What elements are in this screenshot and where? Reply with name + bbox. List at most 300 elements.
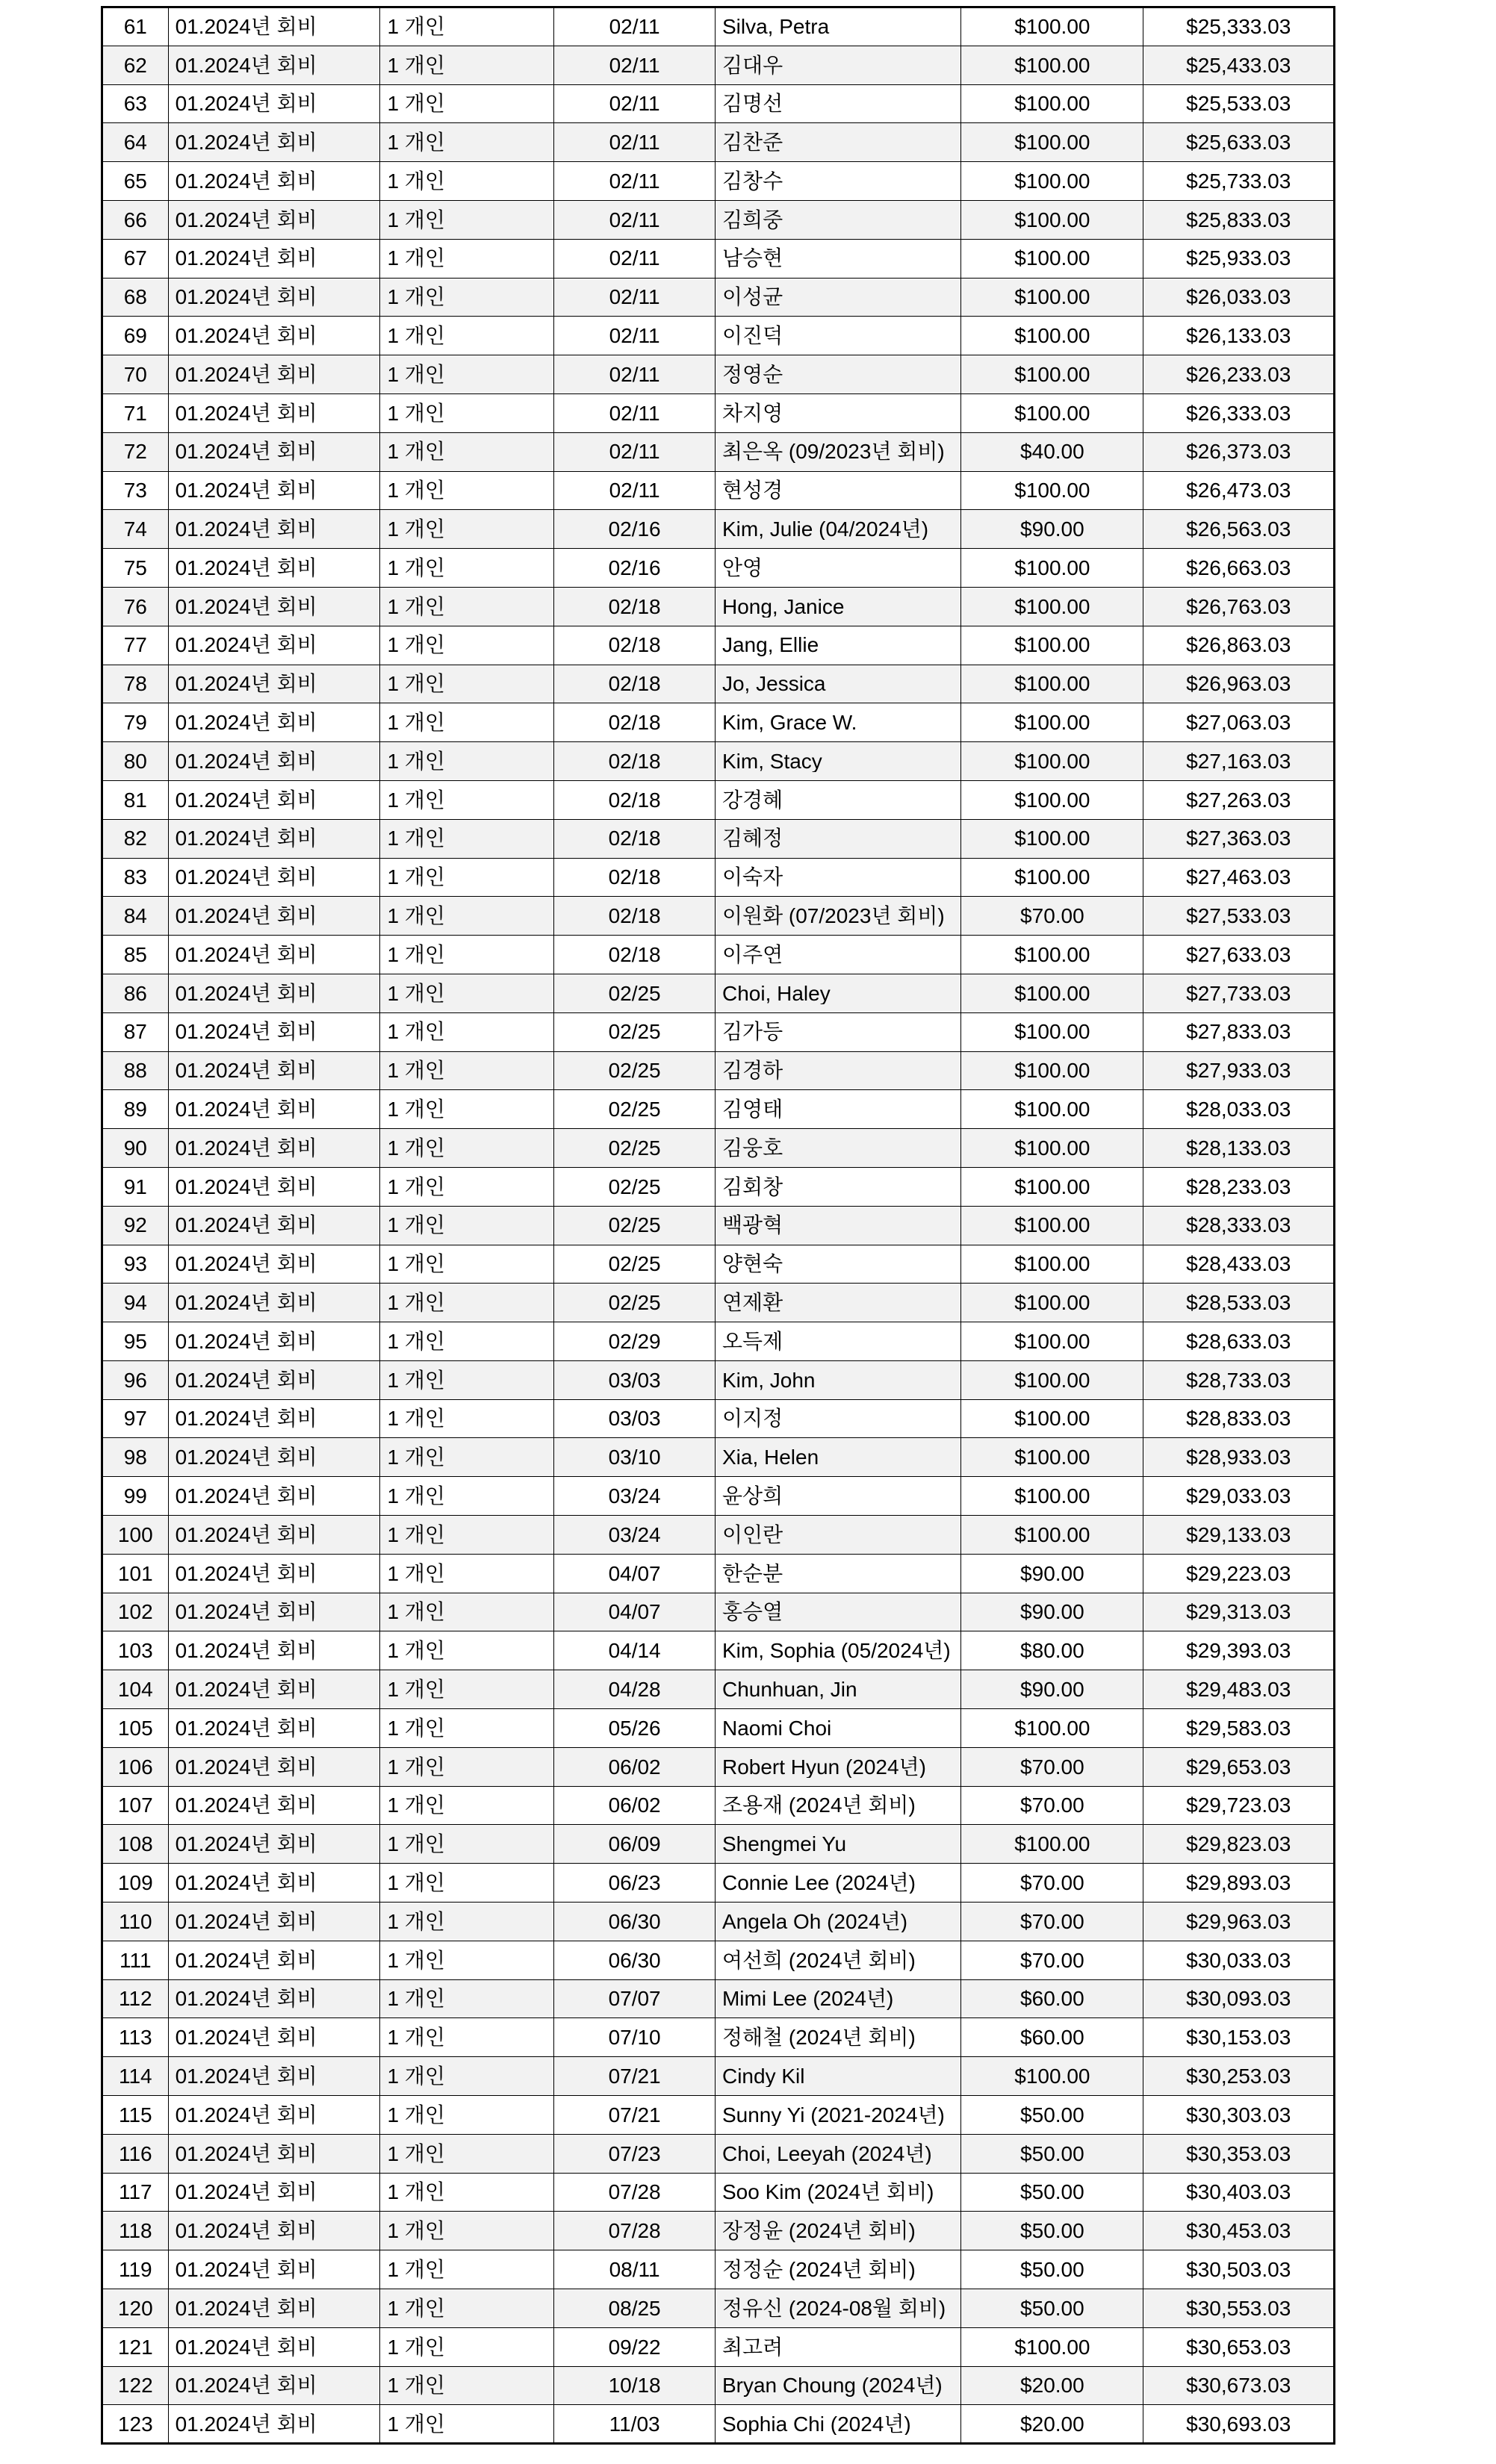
cell-type[interactable]: 1 개인 — [380, 1129, 554, 1168]
cell-cat[interactable]: 01.2024년 회비 — [168, 936, 380, 974]
cell-amount[interactable]: $60.00 — [961, 1979, 1143, 2018]
cell-cat[interactable]: 01.2024년 회비 — [168, 2173, 380, 2212]
cell-date[interactable]: 02/11 — [554, 393, 716, 432]
cell-cat[interactable]: 01.2024년 회비 — [168, 1245, 380, 1284]
cell-amount[interactable]: $90.00 — [961, 1593, 1143, 1631]
cell-amount[interactable]: $50.00 — [961, 2173, 1143, 2212]
cell-balance[interactable]: $30,503.03 — [1143, 2250, 1335, 2289]
cell-balance[interactable]: $26,663.03 — [1143, 549, 1335, 588]
cell-amount[interactable]: $50.00 — [961, 2289, 1143, 2328]
cell-name[interactable] — [715, 1399, 960, 1438]
cell-date[interactable]: 04/14 — [554, 1631, 716, 1670]
cell-date[interactable]: 07/21 — [554, 2057, 716, 2096]
cell-type[interactable]: 1 개인 — [380, 2366, 554, 2405]
cell-num[interactable]: 73 — [102, 471, 169, 510]
cell-amount[interactable]: $100.00 — [961, 84, 1143, 123]
cell-num[interactable]: 122 — [102, 2366, 169, 2405]
cell-balance[interactable]: $29,483.03 — [1143, 1670, 1335, 1709]
cell-date[interactable]: 08/25 — [554, 2289, 716, 2328]
cell-balance[interactable]: $29,823.03 — [1143, 1825, 1335, 1864]
cell-amount[interactable]: $40.00 — [961, 432, 1143, 471]
cell-amount[interactable]: $100.00 — [961, 1360, 1143, 1399]
cell-amount[interactable]: $100.00 — [961, 162, 1143, 201]
cell-amount[interactable]: $100.00 — [961, 123, 1143, 162]
cell-type[interactable]: 1 개인 — [380, 1864, 554, 1903]
cell-num[interactable]: 93 — [102, 1245, 169, 1284]
cell-num[interactable]: 67 — [102, 239, 169, 278]
table-row[interactable] — [102, 239, 1335, 278]
cell-num[interactable]: 72 — [102, 432, 169, 471]
cell-amount[interactable]: $100.00 — [961, 858, 1143, 897]
cell-name[interactable] — [715, 703, 960, 742]
cell-balance[interactable]: $28,433.03 — [1143, 1245, 1335, 1284]
cell-num[interactable]: 91 — [102, 1167, 169, 1206]
cell-amount[interactable]: $100.00 — [961, 1284, 1143, 1322]
cell-cat[interactable]: 01.2024년 회비 — [168, 1051, 380, 1090]
cell-date[interactable]: 06/02 — [554, 1747, 716, 1786]
cell-name[interactable] — [715, 1516, 960, 1555]
cell-type[interactable]: 1 개인 — [380, 549, 554, 588]
cell-type[interactable]: 1 개인 — [380, 1284, 554, 1322]
table-row[interactable] — [102, 84, 1335, 123]
cell-num[interactable]: 77 — [102, 626, 169, 665]
table-row[interactable] — [102, 1399, 1335, 1438]
cell-type[interactable]: 1 개인 — [380, 1747, 554, 1786]
cell-date[interactable]: 07/07 — [554, 1979, 716, 2018]
cell-amount[interactable]: $100.00 — [961, 239, 1143, 278]
cell-cat[interactable]: 01.2024년 회비 — [168, 703, 380, 742]
cell-cat[interactable]: 01.2024년 회비 — [168, 742, 380, 781]
cell-name[interactable] — [715, 936, 960, 974]
cell-cat[interactable]: 01.2024년 회비 — [168, 2250, 380, 2289]
cell-amount[interactable]: $50.00 — [961, 2212, 1143, 2250]
cell-type[interactable]: 1 개인 — [380, 2289, 554, 2328]
table-row[interactable] — [102, 2327, 1335, 2366]
cell-cat[interactable]: 01.2024년 회비 — [168, 587, 380, 626]
cell-type[interactable]: 1 개인 — [380, 1631, 554, 1670]
cell-balance[interactable]: $29,133.03 — [1143, 1516, 1335, 1555]
cell-num[interactable]: 62 — [102, 46, 169, 84]
cell-date[interactable]: 06/23 — [554, 1864, 716, 1903]
cell-num[interactable]: 68 — [102, 278, 169, 317]
cell-num[interactable]: 106 — [102, 1747, 169, 1786]
cell-balance[interactable]: $26,963.03 — [1143, 665, 1335, 703]
cell-type[interactable]: 1 개인 — [380, 162, 554, 201]
cell-amount[interactable]: $100.00 — [961, 549, 1143, 588]
cell-date[interactable]: 02/25 — [554, 974, 716, 1012]
cell-num[interactable]: 69 — [102, 317, 169, 355]
cell-cat[interactable]: 01.2024년 회비 — [168, 1516, 380, 1555]
cell-num[interactable]: 90 — [102, 1129, 169, 1168]
cell-amount[interactable]: $100.00 — [961, 278, 1143, 317]
cell-amount[interactable]: $100.00 — [961, 1399, 1143, 1438]
cell-num[interactable]: 100 — [102, 1516, 169, 1555]
cell-amount[interactable]: $100.00 — [961, 1090, 1143, 1129]
cell-cat[interactable]: 01.2024년 회비 — [168, 626, 380, 665]
cell-name[interactable] — [715, 1941, 960, 1979]
cell-cat[interactable]: 01.2024년 회비 — [168, 2405, 380, 2444]
cell-type[interactable]: 1 개인 — [380, 1090, 554, 1129]
cell-date[interactable]: 04/07 — [554, 1593, 716, 1631]
cell-balance[interactable]: $29,653.03 — [1143, 1747, 1335, 1786]
cell-num[interactable]: 108 — [102, 1825, 169, 1864]
cell-num[interactable]: 88 — [102, 1051, 169, 1090]
table-row[interactable] — [102, 780, 1335, 819]
table-row[interactable] — [102, 2173, 1335, 2212]
cell-type[interactable]: 1 개인 — [380, 2327, 554, 2366]
cell-type[interactable]: 1 개인 — [380, 1825, 554, 1864]
cell-cat[interactable]: 01.2024년 회비 — [168, 858, 380, 897]
cell-amount[interactable]: $100.00 — [961, 1051, 1143, 1090]
cell-balance[interactable]: $26,763.03 — [1143, 587, 1335, 626]
table-row[interactable] — [102, 1554, 1335, 1593]
cell-amount[interactable]: $70.00 — [961, 897, 1143, 936]
cell-amount[interactable]: $100.00 — [961, 587, 1143, 626]
cell-date[interactable]: 02/11 — [554, 200, 716, 239]
table-row[interactable] — [102, 1129, 1335, 1168]
table-row[interactable] — [102, 1206, 1335, 1245]
cell-balance[interactable]: $29,893.03 — [1143, 1864, 1335, 1903]
cell-date[interactable]: 02/11 — [554, 123, 716, 162]
cell-type[interactable]: 1 개인 — [380, 7, 554, 46]
cell-cat[interactable]: 01.2024년 회비 — [168, 1631, 380, 1670]
cell-amount[interactable]: $70.00 — [961, 1747, 1143, 1786]
cell-num[interactable]: 105 — [102, 1709, 169, 1748]
cell-name[interactable] — [715, 1979, 960, 2018]
cell-type[interactable]: 1 개인 — [380, 1012, 554, 1051]
cell-date[interactable]: 06/30 — [554, 1941, 716, 1979]
cell-name[interactable] — [715, 510, 960, 549]
cell-cat[interactable]: 01.2024년 회비 — [168, 549, 380, 588]
cell-name[interactable] — [715, 1438, 960, 1477]
cell-amount[interactable]: $100.00 — [961, 1206, 1143, 1245]
cell-date[interactable]: 11/03 — [554, 2405, 716, 2444]
cell-balance[interactable]: $30,693.03 — [1143, 2405, 1335, 2444]
cell-num[interactable]: 89 — [102, 1090, 169, 1129]
cell-num[interactable]: 79 — [102, 703, 169, 742]
cell-name[interactable] — [715, 46, 960, 84]
cell-date[interactable]: 07/28 — [554, 2212, 716, 2250]
cell-type[interactable]: 1 개인 — [380, 1245, 554, 1284]
cell-balance[interactable]: $30,553.03 — [1143, 2289, 1335, 2328]
cell-num[interactable]: 87 — [102, 1012, 169, 1051]
cell-num[interactable]: 84 — [102, 897, 169, 936]
cell-name[interactable] — [715, 1245, 960, 1284]
cell-balance[interactable]: $28,233.03 — [1143, 1167, 1335, 1206]
cell-type[interactable]: 1 개인 — [380, 278, 554, 317]
cell-num[interactable]: 63 — [102, 84, 169, 123]
table-row[interactable] — [102, 1090, 1335, 1129]
cell-name[interactable] — [715, 1322, 960, 1361]
table-row[interactable] — [102, 1167, 1335, 1206]
cell-amount[interactable]: $100.00 — [961, 200, 1143, 239]
cell-type[interactable]: 1 개인 — [380, 1051, 554, 1090]
cell-date[interactable]: 06/02 — [554, 1786, 716, 1825]
cell-balance[interactable]: $30,153.03 — [1143, 2018, 1335, 2057]
table-row[interactable] — [102, 974, 1335, 1012]
table-row[interactable] — [102, 2405, 1335, 2444]
cell-num[interactable]: 95 — [102, 1322, 169, 1361]
cell-name[interactable] — [715, 84, 960, 123]
cell-amount[interactable]: $100.00 — [961, 2057, 1143, 2096]
cell-date[interactable]: 02/18 — [554, 587, 716, 626]
table-row[interactable] — [102, 549, 1335, 588]
cell-cat[interactable]: 01.2024년 회비 — [168, 2212, 380, 2250]
cell-type[interactable]: 1 개인 — [380, 123, 554, 162]
cell-cat[interactable]: 01.2024년 회비 — [168, 1903, 380, 1941]
cell-cat[interactable]: 01.2024년 회비 — [168, 1825, 380, 1864]
cell-date[interactable]: 03/10 — [554, 1438, 716, 1477]
table-row[interactable] — [102, 665, 1335, 703]
cell-date[interactable]: 02/18 — [554, 780, 716, 819]
cell-date[interactable]: 02/25 — [554, 1129, 716, 1168]
cell-type[interactable]: 1 개인 — [380, 1399, 554, 1438]
cell-balance[interactable]: $27,363.03 — [1143, 819, 1335, 858]
cell-cat[interactable]: 01.2024년 회비 — [168, 432, 380, 471]
cell-type[interactable]: 1 개인 — [380, 2057, 554, 2096]
cell-type[interactable]: 1 개인 — [380, 897, 554, 936]
cell-date[interactable]: 06/09 — [554, 1825, 716, 1864]
cell-name[interactable] — [715, 1593, 960, 1631]
cell-date[interactable]: 02/25 — [554, 1012, 716, 1051]
table-row[interactable] — [102, 278, 1335, 317]
cell-cat[interactable]: 01.2024년 회비 — [168, 2018, 380, 2057]
cell-amount[interactable]: $50.00 — [961, 2134, 1143, 2173]
table-row[interactable] — [102, 1979, 1335, 2018]
table-row[interactable] — [102, 1477, 1335, 1516]
table-row[interactable] — [102, 1825, 1335, 1864]
cell-balance[interactable]: $28,033.03 — [1143, 1090, 1335, 1129]
cell-amount[interactable]: $70.00 — [961, 1864, 1143, 1903]
cell-balance[interactable]: $27,933.03 — [1143, 1051, 1335, 1090]
cell-cat[interactable]: 01.2024년 회비 — [168, 355, 380, 394]
cell-type[interactable]: 1 개인 — [380, 2405, 554, 2444]
cell-cat[interactable]: 01.2024년 회비 — [168, 84, 380, 123]
cell-balance[interactable]: $26,333.03 — [1143, 393, 1335, 432]
cell-name[interactable] — [715, 123, 960, 162]
cell-amount[interactable]: $100.00 — [961, 317, 1143, 355]
cell-name[interactable] — [715, 2405, 960, 2444]
cell-num[interactable]: 96 — [102, 1360, 169, 1399]
table-row[interactable] — [102, 1012, 1335, 1051]
table-row[interactable] — [102, 1786, 1335, 1825]
cell-type[interactable]: 1 개인 — [380, 1477, 554, 1516]
cell-amount[interactable]: $70.00 — [961, 1941, 1143, 1979]
cell-balance[interactable]: $29,963.03 — [1143, 1903, 1335, 1941]
cell-balance[interactable]: $27,533.03 — [1143, 897, 1335, 936]
cell-name[interactable] — [715, 1360, 960, 1399]
table-row[interactable] — [102, 200, 1335, 239]
cell-date[interactable]: 02/18 — [554, 819, 716, 858]
cell-amount[interactable]: $100.00 — [961, 1709, 1143, 1748]
cell-type[interactable]: 1 개인 — [380, 1941, 554, 1979]
cell-name[interactable] — [715, 742, 960, 781]
cell-type[interactable]: 1 개인 — [380, 2134, 554, 2173]
cell-balance[interactable]: $26,473.03 — [1143, 471, 1335, 510]
cell-cat[interactable]: 01.2024년 회비 — [168, 162, 380, 201]
cell-type[interactable]: 1 개인 — [380, 1322, 554, 1361]
cell-name[interactable] — [715, 2250, 960, 2289]
cell-amount[interactable]: $100.00 — [961, 936, 1143, 974]
cell-type[interactable]: 1 개인 — [380, 393, 554, 432]
cell-cat[interactable]: 01.2024년 회비 — [168, 7, 380, 46]
cell-balance[interactable]: $28,333.03 — [1143, 1206, 1335, 1245]
cell-date[interactable]: 10/18 — [554, 2366, 716, 2405]
table-row[interactable] — [102, 7, 1335, 46]
cell-name[interactable] — [715, 162, 960, 201]
cell-balance[interactable]: $30,653.03 — [1143, 2327, 1335, 2366]
cell-name[interactable] — [715, 1477, 960, 1516]
cell-date[interactable]: 02/25 — [554, 1245, 716, 1284]
cell-name[interactable] — [715, 897, 960, 936]
cell-name[interactable] — [715, 2327, 960, 2366]
cell-name[interactable] — [715, 2057, 960, 2096]
cell-num[interactable]: 115 — [102, 2096, 169, 2135]
cell-name[interactable] — [715, 974, 960, 1012]
cell-cat[interactable]: 01.2024년 회비 — [168, 1322, 380, 1361]
cell-amount[interactable]: $100.00 — [961, 393, 1143, 432]
cell-name[interactable] — [715, 2212, 960, 2250]
cell-num[interactable]: 66 — [102, 200, 169, 239]
cell-balance[interactable]: $25,933.03 — [1143, 239, 1335, 278]
cell-type[interactable]: 1 개인 — [380, 1516, 554, 1555]
cell-cat[interactable]: 01.2024년 회비 — [168, 1129, 380, 1168]
cell-balance[interactable]: $30,403.03 — [1143, 2173, 1335, 2212]
cell-type[interactable]: 1 개인 — [380, 587, 554, 626]
cell-cat[interactable]: 01.2024년 회비 — [168, 2327, 380, 2366]
cell-num[interactable]: 65 — [102, 162, 169, 201]
cell-balance[interactable]: $29,723.03 — [1143, 1786, 1335, 1825]
cell-num[interactable]: 99 — [102, 1477, 169, 1516]
cell-cat[interactable]: 01.2024년 회비 — [168, 510, 380, 549]
cell-type[interactable]: 1 개인 — [380, 936, 554, 974]
cell-name[interactable] — [715, 239, 960, 278]
cell-date[interactable]: 03/24 — [554, 1516, 716, 1555]
cell-amount[interactable]: $100.00 — [961, 7, 1143, 46]
cell-name[interactable] — [715, 2366, 960, 2405]
cell-cat[interactable]: 01.2024년 회비 — [168, 974, 380, 1012]
table-row[interactable] — [102, 2096, 1335, 2135]
cell-num[interactable]: 101 — [102, 1554, 169, 1593]
cell-amount[interactable]: $90.00 — [961, 510, 1143, 549]
table-row[interactable] — [102, 1593, 1335, 1631]
cell-balance[interactable]: $25,833.03 — [1143, 200, 1335, 239]
cell-balance[interactable]: $26,563.03 — [1143, 510, 1335, 549]
cell-num[interactable]: 117 — [102, 2173, 169, 2212]
cell-name[interactable] — [715, 1786, 960, 1825]
cell-cat[interactable]: 01.2024년 회비 — [168, 239, 380, 278]
cell-cat[interactable]: 01.2024년 회비 — [168, 471, 380, 510]
table-row[interactable] — [102, 1284, 1335, 1322]
cell-name[interactable] — [715, 1670, 960, 1709]
cell-type[interactable]: 1 개인 — [380, 432, 554, 471]
cell-type[interactable]: 1 개인 — [380, 1903, 554, 1941]
cell-cat[interactable]: 01.2024년 회비 — [168, 897, 380, 936]
cell-type[interactable]: 1 개인 — [380, 2096, 554, 2135]
cell-cat[interactable]: 01.2024년 회비 — [168, 1786, 380, 1825]
cell-balance[interactable]: $29,033.03 — [1143, 1477, 1335, 1516]
cell-balance[interactable]: $30,033.03 — [1143, 1941, 1335, 1979]
cell-date[interactable]: 02/16 — [554, 549, 716, 588]
cell-date[interactable]: 02/18 — [554, 897, 716, 936]
cell-name[interactable] — [715, 2173, 960, 2212]
cell-cat[interactable]: 01.2024년 회비 — [168, 665, 380, 703]
cell-cat[interactable]: 01.2024년 회비 — [168, 46, 380, 84]
cell-name[interactable] — [715, 1747, 960, 1786]
table-row[interactable] — [102, 2018, 1335, 2057]
cell-name[interactable] — [715, 665, 960, 703]
cell-num[interactable]: 75 — [102, 549, 169, 588]
cell-date[interactable]: 02/11 — [554, 84, 716, 123]
table-row[interactable] — [102, 936, 1335, 974]
cell-balance[interactable]: $29,313.03 — [1143, 1593, 1335, 1631]
cell-amount[interactable]: $100.00 — [961, 665, 1143, 703]
cell-amount[interactable]: $90.00 — [961, 1670, 1143, 1709]
cell-num[interactable]: 112 — [102, 1979, 169, 2018]
table-row[interactable] — [102, 471, 1335, 510]
cell-amount[interactable]: $100.00 — [961, 2327, 1143, 2366]
cell-balance[interactable]: $26,863.03 — [1143, 626, 1335, 665]
cell-amount[interactable]: $20.00 — [961, 2366, 1143, 2405]
cell-amount[interactable]: $100.00 — [961, 626, 1143, 665]
cell-num[interactable]: 121 — [102, 2327, 169, 2366]
cell-num[interactable]: 83 — [102, 858, 169, 897]
table-row[interactable] — [102, 1864, 1335, 1903]
cell-num[interactable]: 86 — [102, 974, 169, 1012]
table-row[interactable] — [102, 1903, 1335, 1941]
cell-name[interactable] — [715, 1012, 960, 1051]
cell-balance[interactable]: $26,233.03 — [1143, 355, 1335, 394]
cell-cat[interactable]: 01.2024년 회비 — [168, 780, 380, 819]
cell-balance[interactable]: $30,453.03 — [1143, 2212, 1335, 2250]
table-row[interactable] — [102, 355, 1335, 394]
cell-type[interactable]: 1 개인 — [380, 1360, 554, 1399]
cell-name[interactable] — [715, 1051, 960, 1090]
table-row[interactable] — [102, 1631, 1335, 1670]
cell-cat[interactable]: 01.2024년 회비 — [168, 1709, 380, 1748]
cell-date[interactable]: 05/26 — [554, 1709, 716, 1748]
cell-type[interactable]: 1 개인 — [380, 974, 554, 1012]
cell-amount[interactable]: $100.00 — [961, 1167, 1143, 1206]
cell-cat[interactable]: 01.2024년 회비 — [168, 1979, 380, 2018]
cell-num[interactable]: 113 — [102, 2018, 169, 2057]
cell-date[interactable]: 02/18 — [554, 703, 716, 742]
cell-num[interactable]: 85 — [102, 936, 169, 974]
table-row[interactable] — [102, 1941, 1335, 1979]
cell-cat[interactable]: 01.2024년 회비 — [168, 1284, 380, 1322]
table-row[interactable] — [102, 432, 1335, 471]
cell-cat[interactable]: 01.2024년 회비 — [168, 2096, 380, 2135]
cell-num[interactable]: 76 — [102, 587, 169, 626]
cell-num[interactable]: 78 — [102, 665, 169, 703]
cell-balance[interactable]: $28,933.03 — [1143, 1438, 1335, 1477]
cell-cat[interactable]: 01.2024년 회비 — [168, 1554, 380, 1593]
cell-num[interactable]: 98 — [102, 1438, 169, 1477]
cell-num[interactable]: 97 — [102, 1399, 169, 1438]
cell-name[interactable] — [715, 278, 960, 317]
cell-balance[interactable]: $26,133.03 — [1143, 317, 1335, 355]
cell-date[interactable]: 02/25 — [554, 1284, 716, 1322]
cell-type[interactable]: 1 개인 — [380, 200, 554, 239]
cell-balance[interactable]: $30,353.03 — [1143, 2134, 1335, 2173]
cell-cat[interactable]: 01.2024년 회비 — [168, 2134, 380, 2173]
cell-type[interactable]: 1 개인 — [380, 1786, 554, 1825]
cell-amount[interactable]: $100.00 — [961, 742, 1143, 781]
table-row[interactable] — [102, 587, 1335, 626]
cell-num[interactable]: 104 — [102, 1670, 169, 1709]
cell-type[interactable]: 1 개인 — [380, 2018, 554, 2057]
cell-name[interactable] — [715, 2096, 960, 2135]
